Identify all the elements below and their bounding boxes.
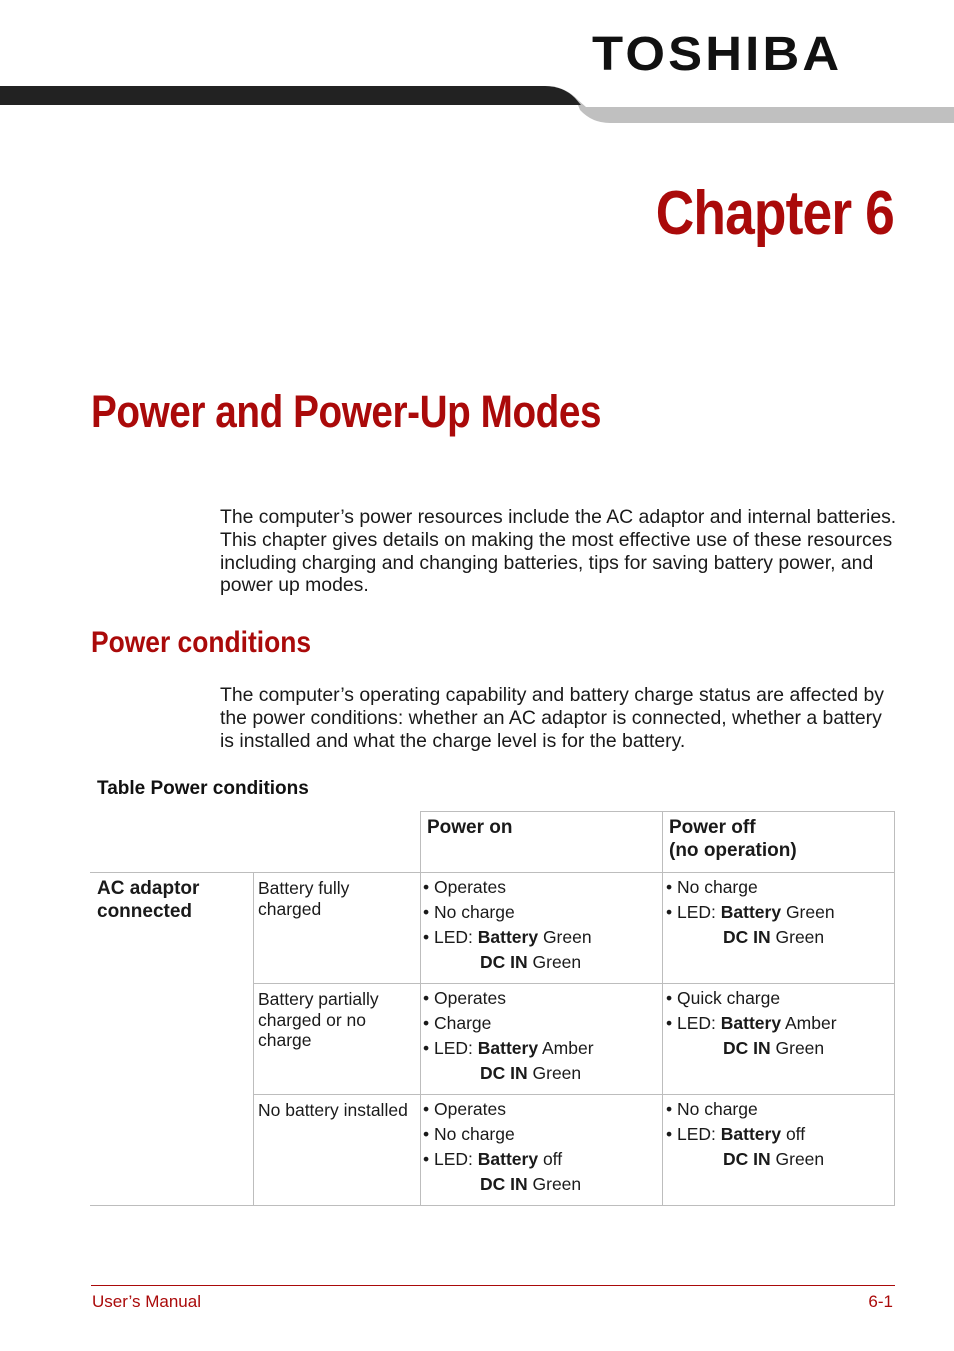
status-line: • No charge [423,1124,515,1144]
status-line: • No charge [666,877,758,897]
section-title: Power and Power-Up Modes [91,386,602,437]
dcin-label: DC IN [723,927,771,947]
dcin-state: Green [527,952,582,972]
status-line: • Quick charge [666,988,781,1008]
condition-cell [258,1100,408,1121]
led-prefix: • LED: [666,1124,721,1144]
battery-label: Battery [720,902,782,922]
table-rule [420,811,895,812]
power-off-cell [666,986,837,1061]
page-header [0,0,954,130]
subsection-title: Power conditions [91,626,312,659]
status-line: • Operates [423,988,506,1008]
table-rule [253,1094,895,1095]
dcin-state: Green [770,1038,825,1058]
led-dcin-line [666,925,835,950]
led-dcin-line [666,1036,837,1061]
led-prefix: • LED: [666,1013,721,1033]
dcin-label: DC IN [480,1063,528,1083]
condition-line: charged [258,898,322,919]
led-prefix: • LED: [423,927,478,947]
led-battery-line [666,1011,837,1036]
led-battery-line [666,900,835,925]
condition-line: charged or no [258,1009,366,1030]
toshiba-logo: TOSHIBA [592,28,843,81]
power-on-cell [423,986,594,1086]
power-on-cell [423,1097,581,1197]
dcin-state: Green [770,927,825,947]
header-power-off [669,816,797,862]
led-battery-line [423,1036,594,1061]
status-line: • Charge [423,1013,492,1033]
condition-cell [258,989,379,1051]
header-power-on: Power on [427,817,513,838]
condition-line: Battery fully [258,878,350,898]
led-prefix: • LED: [423,1149,478,1169]
table-rule [420,811,421,1206]
table-rule [253,872,254,1206]
led-battery-line [666,1122,824,1147]
condition-line: charge [258,1030,312,1050]
battery-label: Battery [477,927,539,947]
header-power-off-line1: Power off [669,817,756,838]
footer-page-number: 6-1 [868,1292,893,1311]
battery-state: Green [538,927,592,947]
led-prefix: • LED: [666,902,721,922]
battery-state: Amber [538,1038,594,1058]
chapter-title: Chapter 6 [655,179,894,248]
battery-label: Battery [477,1149,539,1169]
power-conditions-paragraph: The computer’s operating capability and battery charge status are affected by the power conditions: whether an AC adaptor is connected, whether a battery is installed and what the charge level is for the battery. [220,684,884,752]
led-prefix: • LED: [423,1038,478,1058]
power-off-cell [666,1097,824,1172]
table-rule [253,983,895,984]
table-rule [894,811,895,1206]
group-label-ac-adaptor [97,877,199,923]
table-caption: Table Power conditions [97,778,309,799]
led-dcin-line [423,1172,581,1197]
battery-state: Amber [781,1013,837,1033]
dcin-label: DC IN [480,1174,528,1194]
table-rule [662,811,663,1206]
condition-line: Battery partially [258,989,379,1009]
condition-line: No battery installed [258,1100,408,1120]
led-dcin-line [423,950,592,975]
dcin-state: Green [527,1174,582,1194]
battery-label: Battery [720,1124,782,1144]
led-dcin-line [666,1147,824,1172]
battery-state: off [538,1149,563,1169]
power-conditions-table [90,811,895,1206]
led-battery-line [423,1147,581,1172]
header-power-off-line2: (no operation) [669,840,797,861]
table-rule [90,872,895,873]
battery-label: Battery [477,1038,539,1058]
status-line: • No charge [666,1099,758,1119]
footer-manual-title: User’s Manual [92,1292,201,1311]
led-dcin-line [423,1061,594,1086]
led-battery-line [423,925,592,950]
dcin-state: Green [770,1149,825,1169]
status-line: • Operates [423,1099,506,1119]
table-rule [90,1205,895,1206]
dcin-state: Green [527,1063,582,1083]
status-line: • No charge [423,902,515,922]
dcin-label: DC IN [723,1149,771,1169]
dcin-label: DC IN [723,1038,771,1058]
intro-paragraph: The computer’s power resources include the AC adaptor and internal batteries. This chapter gives details on making the most effective use of these resources including charging and changing batteries, tips for saving battery power, and power up modes. [220,506,897,597]
power-on-cell [423,875,592,975]
condition-cell [258,878,349,919]
group-label-line2: connected [97,901,193,922]
battery-state: Green [781,902,835,922]
group-label-line1: AC adaptor [97,878,200,899]
battery-state: off [781,1124,806,1144]
footer-rule [91,1285,895,1286]
status-line: • Operates [423,877,506,897]
power-off-cell [666,875,835,950]
battery-label: Battery [720,1013,782,1033]
dcin-label: DC IN [480,952,528,972]
